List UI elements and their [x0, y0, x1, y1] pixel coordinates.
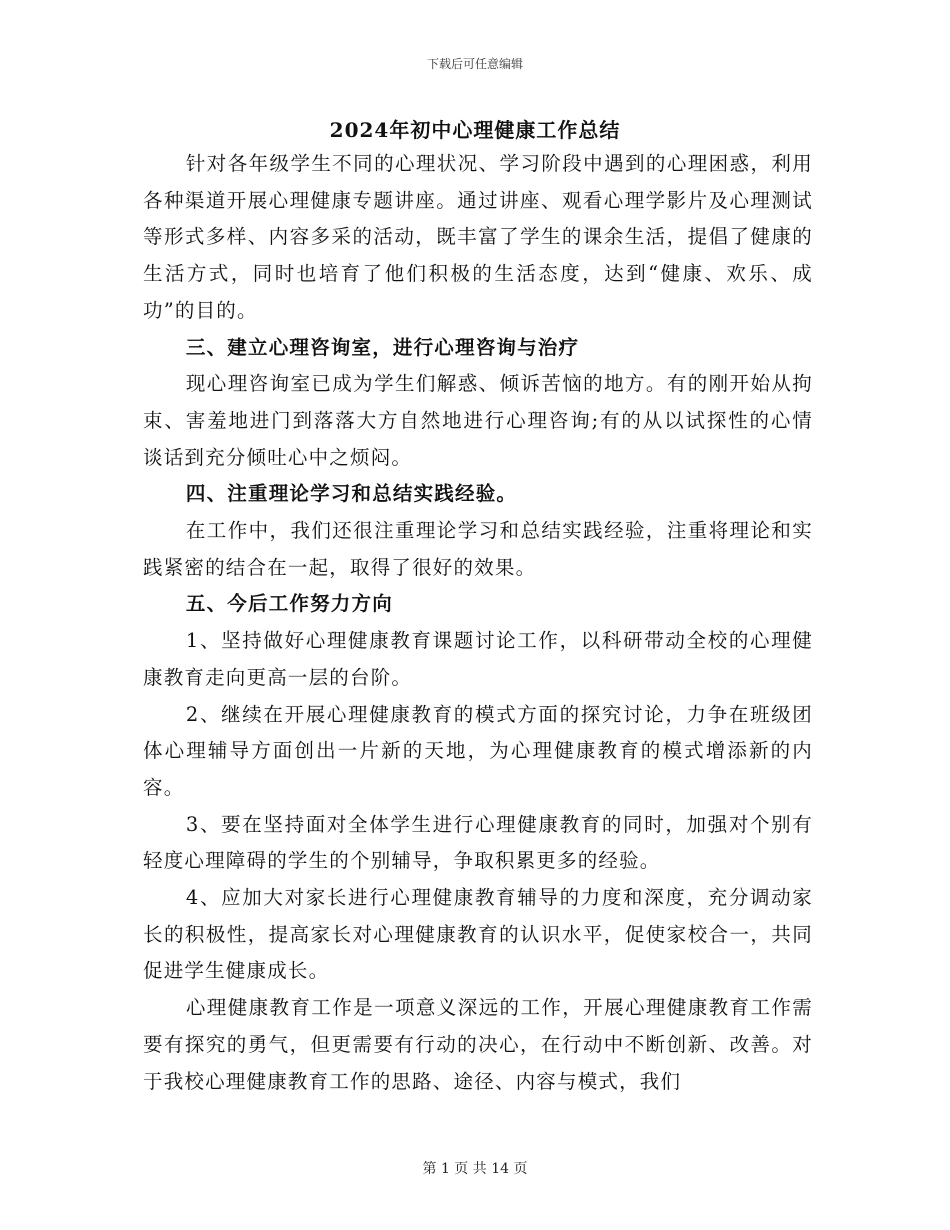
list-item: 2、继续在开展心理健康教育的模式方面的探究讨论，力争在班级团体心理辅导方面创出一片新的天地，为心理健康教育的模式增添新的内容。 — [143, 702, 813, 799]
paragraph: 现心理咨询室已成为学生们解惑、倾诉苦恼的地方。有的刚开始从拘束、害羞地进门到落落大方自然地进行心理咨询;有的从以试探性的心情谈话到充分倾吐心中之烦闷。 — [143, 372, 813, 469]
section-heading: 四、注重理论学习和总结实践经验。 — [185, 482, 518, 506]
document-body — [143, 146, 813, 1100]
header-note: 下载后可任意编辑 — [426, 57, 523, 71]
section-heading: 五、今后工作努力方向 — [185, 592, 393, 616]
paragraph: 在工作中，我们还很注重理论学习和总结实践经验，注重将理论和实践紧密的结合在一起，取得了很好的效果。 — [143, 519, 813, 579]
document-title: 2024年初中心理健康工作总结 — [329, 118, 621, 142]
paragraph: 心理健康教育工作是一项意义深远的工作，开展心理健康教育工作需要有探究的勇气，但更需要有行动的决心，在行动中不断创新、改善。对于我校心理健康教育工作的思路、途径、内容与模式，我们 — [143, 996, 813, 1093]
list-item: 3、要在坚持面对全体学生进行心理健康教育的同时，加强对个别有轻度心理障碍的学生的个别辅导，争取积累更多的经验。 — [143, 812, 813, 873]
list-item: 4、应加大对家长进行心理健康教育辅导的力度和深度，充分调动家长的积极性，提高家长对心理健康教育的认识水平，促使家校合一，共同促进学生健康成长。 — [143, 886, 813, 983]
page-number: 第 1 页 共 14 页 — [422, 1161, 528, 1177]
list-item: 1、坚持做好心理健康教育课题讨论工作，以科研带动全校的心理健康教育走向更高一层的台阶。 — [143, 629, 813, 689]
section-heading: 三、建立心理咨询室，进行心理咨询与治疗 — [185, 335, 580, 359]
paragraph: 针对各年级学生不同的心理状况、学习阶段中遇到的心理困惑，利用各种渠道开展心理健康专题讲座。通过讲座、观看心理学影片及心理测试等形式多样、内容多采的活动，既丰富了学生的课余生活，提倡了健康的生活方式，同时也培育了他们积极的生活态度，达到“健康、欢乐、成功”的目的。 — [143, 152, 813, 322]
